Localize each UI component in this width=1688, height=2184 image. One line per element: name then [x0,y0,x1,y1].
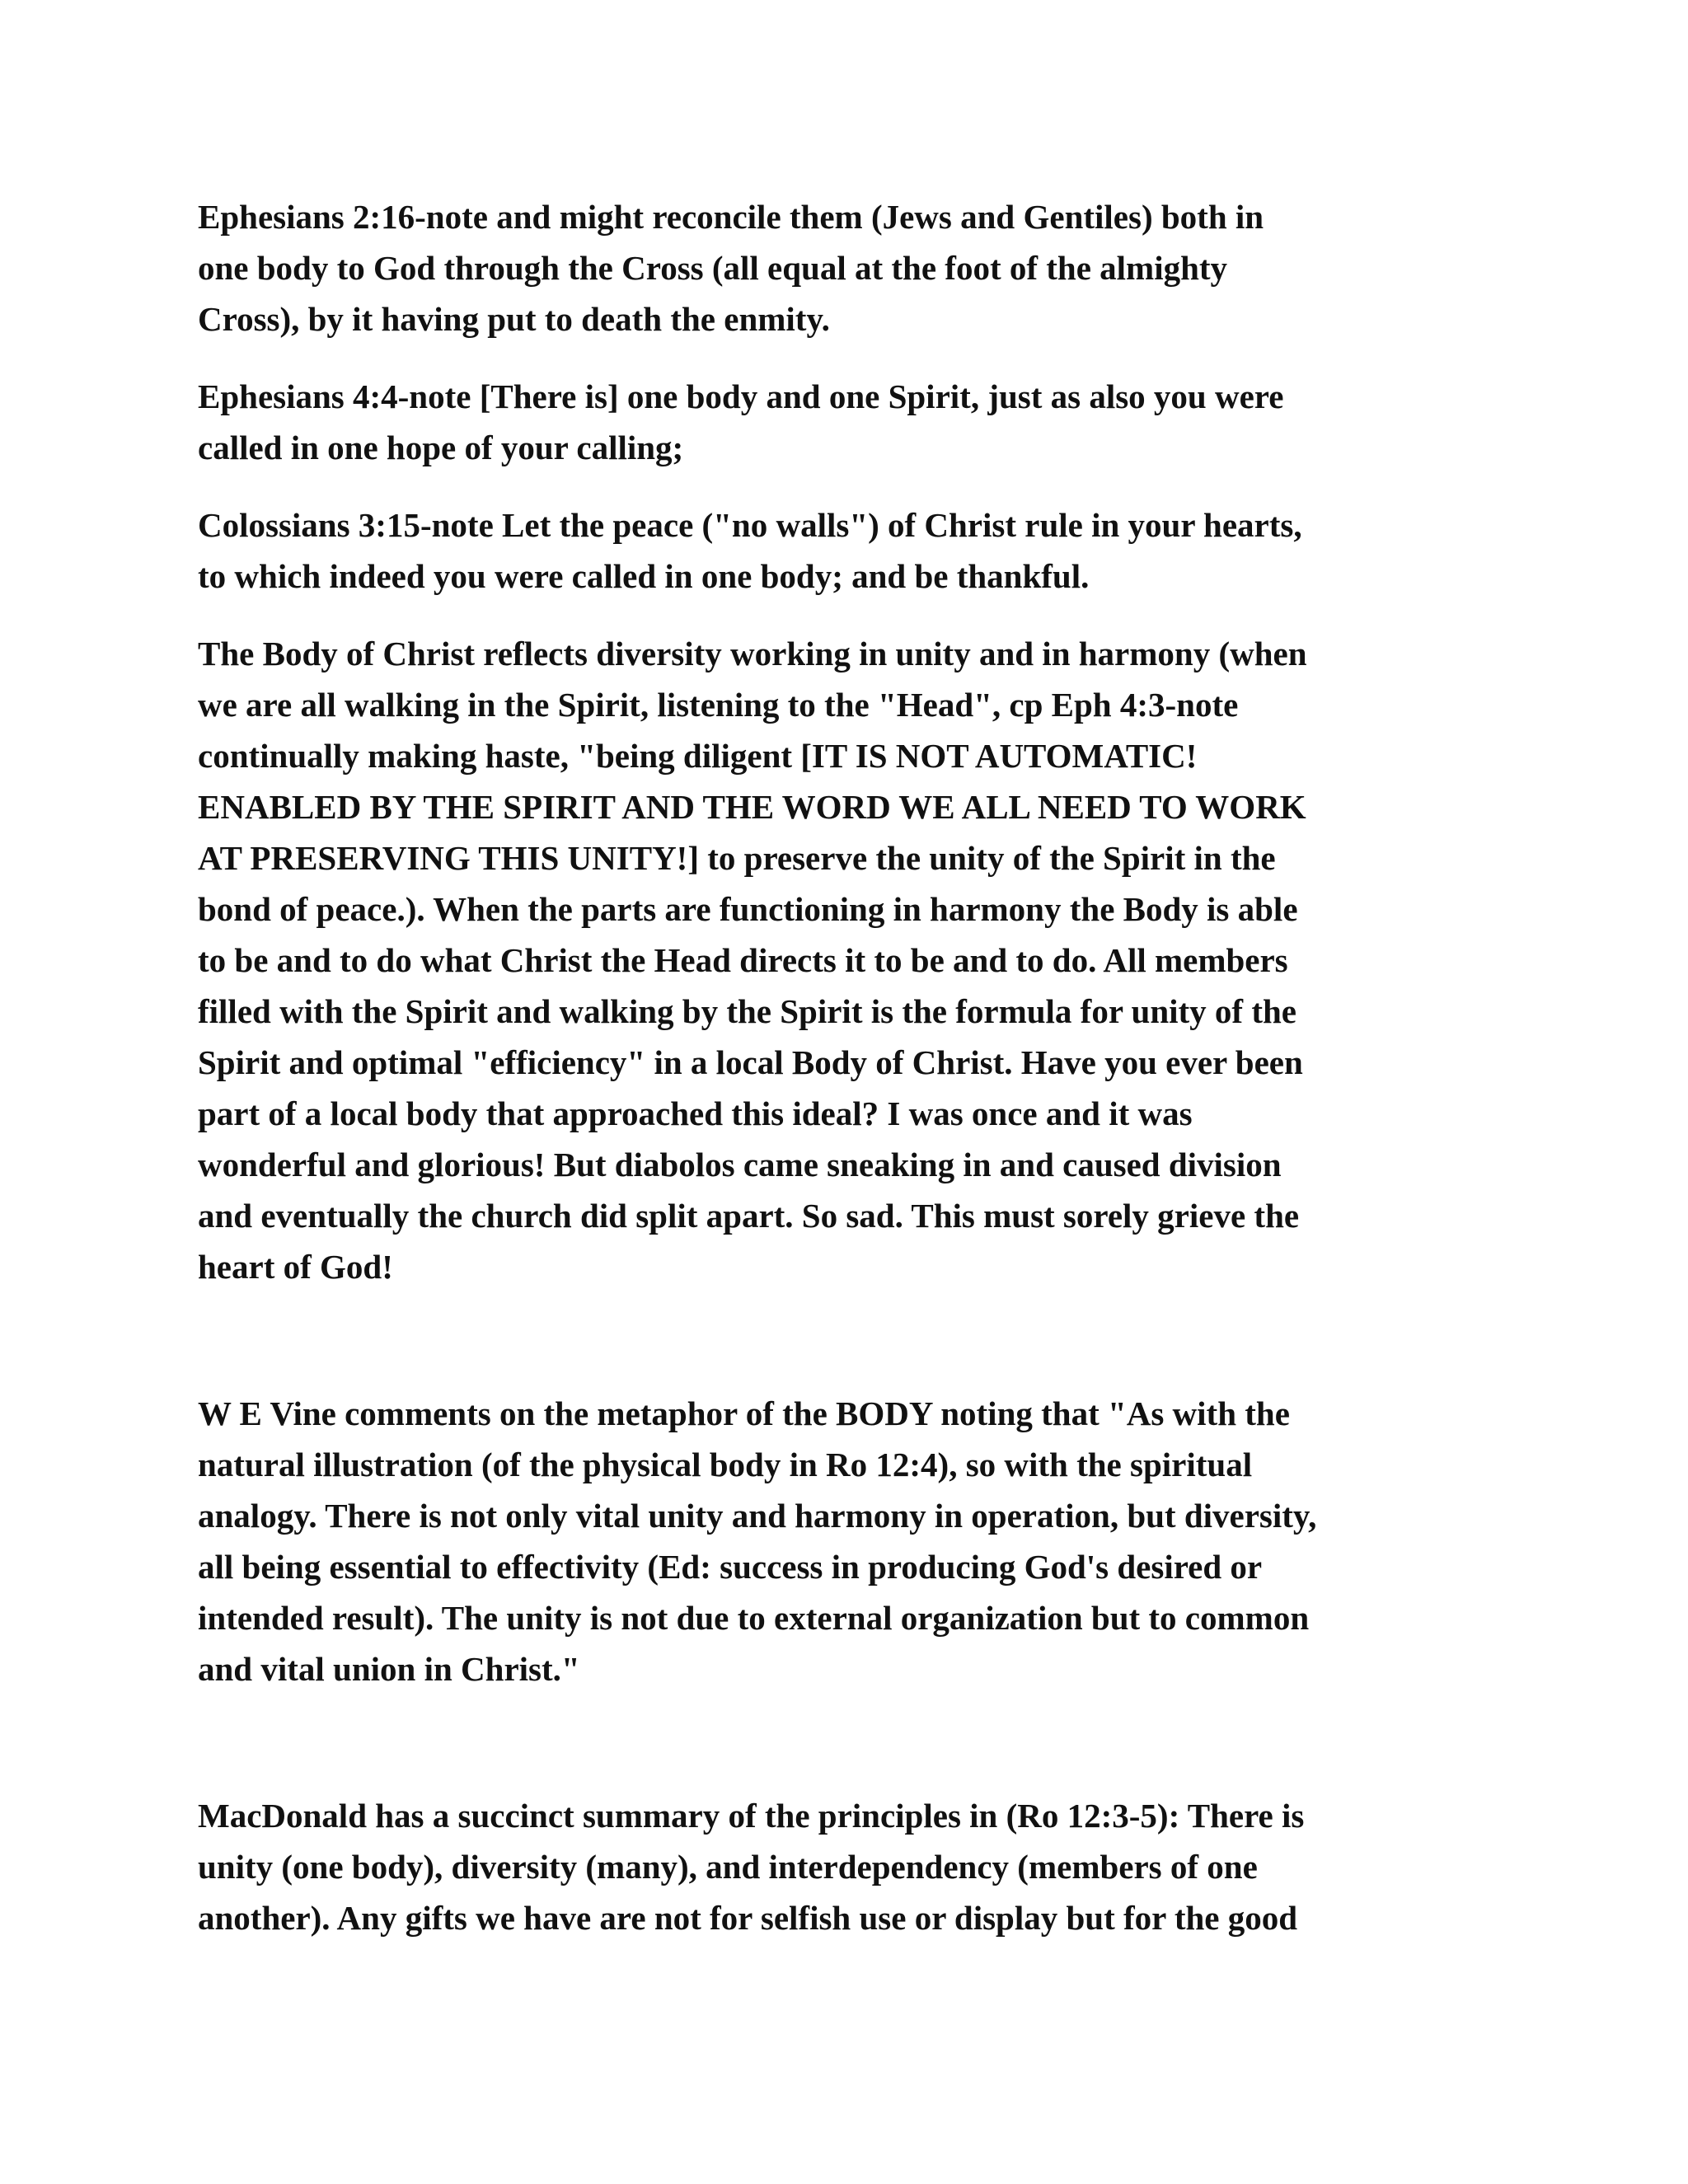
text-line: wonderful and glorious! But diabolos came sneaking in and caused division [198,1146,1282,1183]
paragraph-ephesians-2-16 [198,191,1517,344]
document-body [198,191,1517,1943]
text-line: W E Vine comments on the metaphor of the BODY noting that "As with the [198,1394,1290,1432]
text-line: continually making haste, "being diligent [IT IS NOT AUTOMATIC! [198,737,1198,775]
text-line: another). Any gifts we have are not for selfish use or display but for the good [198,1899,1298,1937]
text-line: to be and to do what Christ the Head directs it to be and to do. All members [198,941,1288,979]
text-line: analogy. There is not only vital unity and harmony in operation, but diversity, [198,1497,1317,1535]
text-line: and eventually the church did split apart. So sad. This must sorely grieve the [198,1197,1300,1235]
text-line: heart of God! [198,1248,393,1286]
text-line: Cross), by it having put to death the enmity. [198,300,830,338]
text-line: The Body of Christ reflects diversity working in unity and in harmony (when [198,635,1307,673]
text-line: natural illustration (of the physical body in Ro 12:4), so with the spiritual [198,1446,1253,1483]
text-line: all being essential to effectivity (Ed: success in producing God's desired or [198,1548,1263,1586]
paragraph-ephesians-4-4 [198,371,1517,473]
text-line: unity (one body), diversity (many), and interdependency (members of one [198,1848,1258,1886]
text-line: to which indeed you were called in one body; and be thankful. [198,557,1090,595]
text-line: filled with the Spirit and walking by the Spirit is the formula for unity of the [198,992,1296,1030]
text-line: AT PRESERVING THIS UNITY!] to preserve the unity of the Spirit in the [198,839,1276,877]
paragraph-gap [198,602,1517,628]
text-line: ENABLED BY THE SPIRIT AND THE WORD WE ALL NEED TO WORK [198,788,1306,826]
paragraph-gap [198,473,1517,499]
text-line: one body to God through the Cross (all equal at the foot of the almighty [198,249,1228,287]
text-line: Colossians 3:15-note Let the peace ("no walls") of Christ rule in your hearts, [198,506,1302,544]
paragraph-gap [198,344,1517,371]
text-line: part of a local body that approached this ideal? I was once and it was [198,1094,1193,1132]
paragraph-gap [198,1694,1517,1790]
text-line: Ephesians 2:16-note and might reconcile them (Jews and Gentiles) both in [198,198,1264,236]
text-line: Spirit and optimal "efficiency" in a local Body of Christ. Have you ever been [198,1043,1303,1081]
text-line: MacDonald has a succinct summary of the principles in (Ro 12:3-5): There is [198,1797,1305,1835]
text-line: Ephesians 4:4-note [There is] one body and one Spirit, just as also you were [198,377,1284,415]
paragraph-macdonald-summary [198,1790,1517,1943]
text-line: we are all walking in the Spirit, listening to the "Head", cp Eph 4:3-note [198,686,1239,724]
paragraph-body-of-christ [198,628,1517,1292]
paragraph-vine-comments [198,1388,1517,1694]
text-line: and vital union in Christ." [198,1650,580,1688]
paragraph-gap [198,1292,1517,1388]
paragraph-colossians-3-15 [198,499,1517,602]
text-line: intended result). The unity is not due to external organization but to common [198,1599,1310,1637]
text-line: called in one hope of your calling; [198,429,684,466]
text-line: bond of peace.). When the parts are functioning in harmony the Body is able [198,890,1298,928]
